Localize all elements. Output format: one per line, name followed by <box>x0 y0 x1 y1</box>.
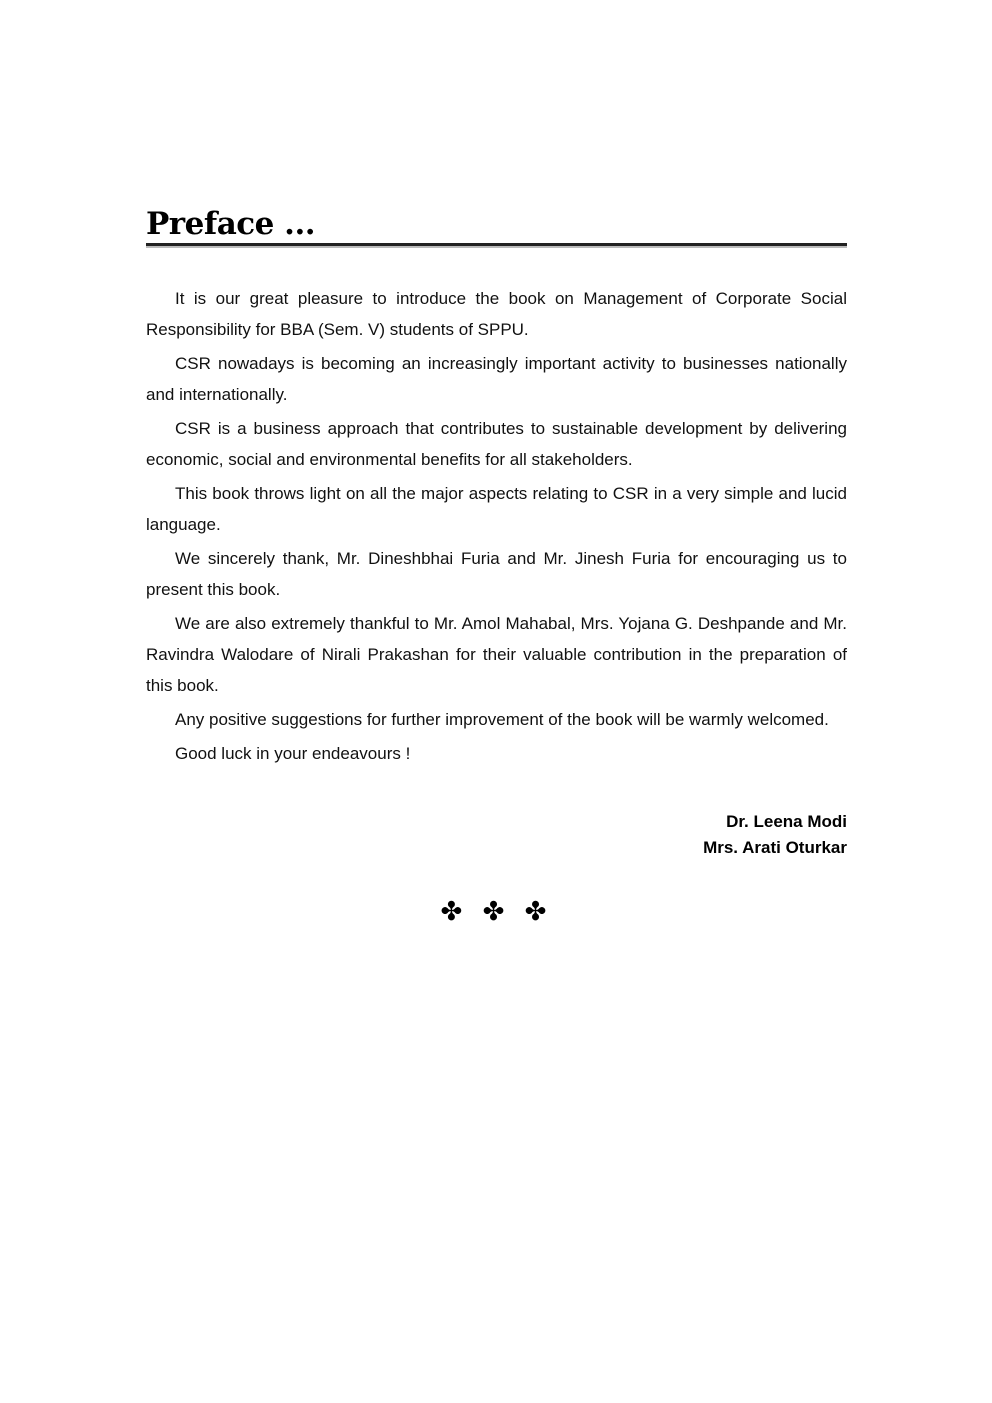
paragraph-thanks-contributors: We are also extremely thankful to Mr. Amol Mahabal, Mrs. Yojana G. Deshpande and Mr. Ravindra Walodare of Nirali Prakashan for their valuable contribution in the preparation of this book. <box>146 614 847 695</box>
author-signatures <box>146 809 847 861</box>
preface-page <box>146 205 847 927</box>
ornament-divider: ✤ ✤ ✤ <box>440 897 553 927</box>
paragraph-csr-importance: CSR nowadays is becoming an increasingly important activity to businesses nationally and internationally. <box>146 354 847 404</box>
title-underline <box>146 243 847 248</box>
paragraph-good-luck: Good luck in your endeavours ! <box>175 744 411 763</box>
paragraph-thanks-publishers: We sincerely thank, Mr. Dineshbhai Furia and Mr. Jinesh Furia for encouraging us to present this book. <box>146 549 847 599</box>
paragraph-book-scope: This book throws light on all the major aspects relating to CSR in a very simple and lucid language. <box>146 484 847 534</box>
paragraph-intro: It is our great pleasure to introduce the book on Management of Corporate Social Responsibility for BBA (Sem. V) students of SPPU. <box>146 289 847 339</box>
paragraph-csr-approach: CSR is a business approach that contributes to sustainable development by delivering economic, social and environmental benefits for all stakeholders. <box>146 419 847 469</box>
paragraph-suggestions: Any positive suggestions for further improvement of the book will be warmly welcomed. <box>175 710 829 729</box>
author-name: Mrs. Arati Oturkar <box>703 838 847 857</box>
preface-body <box>146 283 847 769</box>
page-title: Preface ... <box>146 206 316 242</box>
author-name: Dr. Leena Modi <box>726 812 847 831</box>
